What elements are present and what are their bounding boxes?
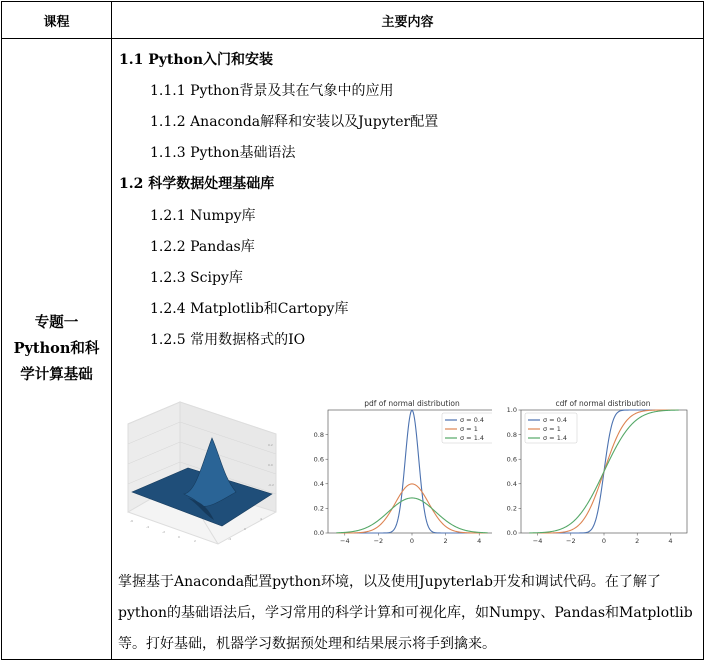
outline-item: 1.2.4 Matplotlib和Cartopy库 bbox=[150, 301, 349, 317]
content-cell bbox=[112, 39, 703, 659]
y-tick-label: 0.8 bbox=[506, 430, 517, 439]
pdf-chart-title: pdf of normal distribution bbox=[364, 399, 460, 408]
x-tick-label: 4 bbox=[668, 537, 673, 545]
outline-item: 1.1.1 Python背景及其在气象中的应用 bbox=[150, 83, 394, 99]
y-tick-label: 0.2 bbox=[313, 504, 324, 513]
topic-line-3: 学计算基础 bbox=[20, 366, 93, 383]
cdf-chart bbox=[501, 396, 691, 546]
legend-label: σ = 1 bbox=[543, 425, 561, 434]
legend-label: σ = 1 bbox=[460, 425, 478, 434]
svg-text:-4: -4 bbox=[146, 525, 149, 529]
x-tick-label: 4 bbox=[477, 537, 482, 545]
cdf-plot-area bbox=[507, 406, 687, 545]
topic-line-2: Python和科 bbox=[13, 340, 100, 357]
svg-text:0: 0 bbox=[244, 527, 246, 531]
series-line bbox=[336, 498, 487, 533]
x-tick-label: −4 bbox=[532, 537, 543, 545]
table-header-row bbox=[2, 2, 703, 39]
legend-label: σ = 1.4 bbox=[543, 434, 568, 443]
course-table bbox=[1, 1, 704, 660]
svg-text:0: 0 bbox=[178, 535, 180, 539]
y-tick-label: 1.0 bbox=[506, 406, 517, 415]
svg-text:-2: -2 bbox=[162, 530, 165, 534]
y-tick-label: 0.4 bbox=[506, 480, 517, 488]
svg-text:0.2: 0.2 bbox=[268, 443, 273, 447]
x-tick-label: 2 bbox=[443, 537, 448, 545]
x-tick-label: 2 bbox=[635, 537, 640, 545]
outline-item: 1.2.5 常用数据格式的IO bbox=[150, 332, 306, 348]
outline-heading: 1.2 科学数据处理基础库 bbox=[119, 176, 275, 192]
outline-item: 1.2.1 Numpy库 bbox=[150, 208, 256, 224]
legend-label: σ = 1.4 bbox=[460, 434, 485, 443]
x-tick-label: 0 bbox=[601, 537, 607, 545]
pdf-chart bbox=[310, 396, 492, 546]
y-tick-label: 0.0 bbox=[313, 529, 324, 538]
x-tick-label: −4 bbox=[340, 537, 350, 545]
outline-item: 1.2.3 Scipy库 bbox=[150, 270, 243, 286]
outline-item: 1.1.2 Anaconda解释和安装以及Jupyter配置 bbox=[150, 114, 439, 130]
legend-label: σ = 0.4 bbox=[543, 416, 568, 425]
y-tick-label: 0.2 bbox=[506, 504, 517, 513]
pdf-plot-area bbox=[314, 410, 492, 545]
y-tick-label: 0.6 bbox=[506, 455, 517, 464]
y-tick-label: 0.0 bbox=[506, 529, 517, 538]
svg-text:2: 2 bbox=[194, 539, 196, 543]
svg-text:-6: -6 bbox=[130, 519, 133, 523]
svg-text:-0.2: -0.2 bbox=[268, 483, 274, 487]
topic-cell bbox=[2, 39, 112, 659]
y-tick-label: 0.6 bbox=[313, 455, 324, 464]
outline-item: 1.2.2 Pandas库 bbox=[150, 239, 255, 255]
summary-paragraph: 掌握基于Anaconda配置python环境，以及使用Jupyterlab开发和调试代码。在了解了python的基础语法后，学习常用的科学计算和可视化库，如Numpy、Pandas和Matplotlib等。打好基础，机器学习数据预处理和结果展示将手到擒来。 bbox=[118, 574, 693, 652]
x-tick-label: 0 bbox=[409, 537, 415, 545]
y-tick-label: 0.8 bbox=[313, 430, 324, 439]
surface-plot bbox=[118, 394, 278, 554]
svg-text:4: 4 bbox=[260, 517, 262, 521]
svg-text:-4: -4 bbox=[228, 537, 231, 541]
x-tick-label: −2 bbox=[373, 537, 384, 545]
x-tick-label: −2 bbox=[566, 537, 576, 545]
outline-item: 1.1.3 Python基础语法 bbox=[150, 145, 296, 161]
outline-heading: 1.1 Python入门和安装 bbox=[119, 52, 274, 68]
legend-label: σ = 0.4 bbox=[460, 416, 485, 425]
cdf-chart-title: cdf of normal distribution bbox=[555, 399, 651, 408]
header-content: 主要内容 bbox=[381, 14, 434, 30]
y-tick-label: 0.4 bbox=[313, 480, 324, 488]
header-course: 课程 bbox=[2, 2, 112, 38]
svg-text:0.0: 0.0 bbox=[268, 463, 273, 467]
topic-line-1: 专题一 bbox=[34, 314, 79, 331]
series-line bbox=[336, 484, 487, 533]
